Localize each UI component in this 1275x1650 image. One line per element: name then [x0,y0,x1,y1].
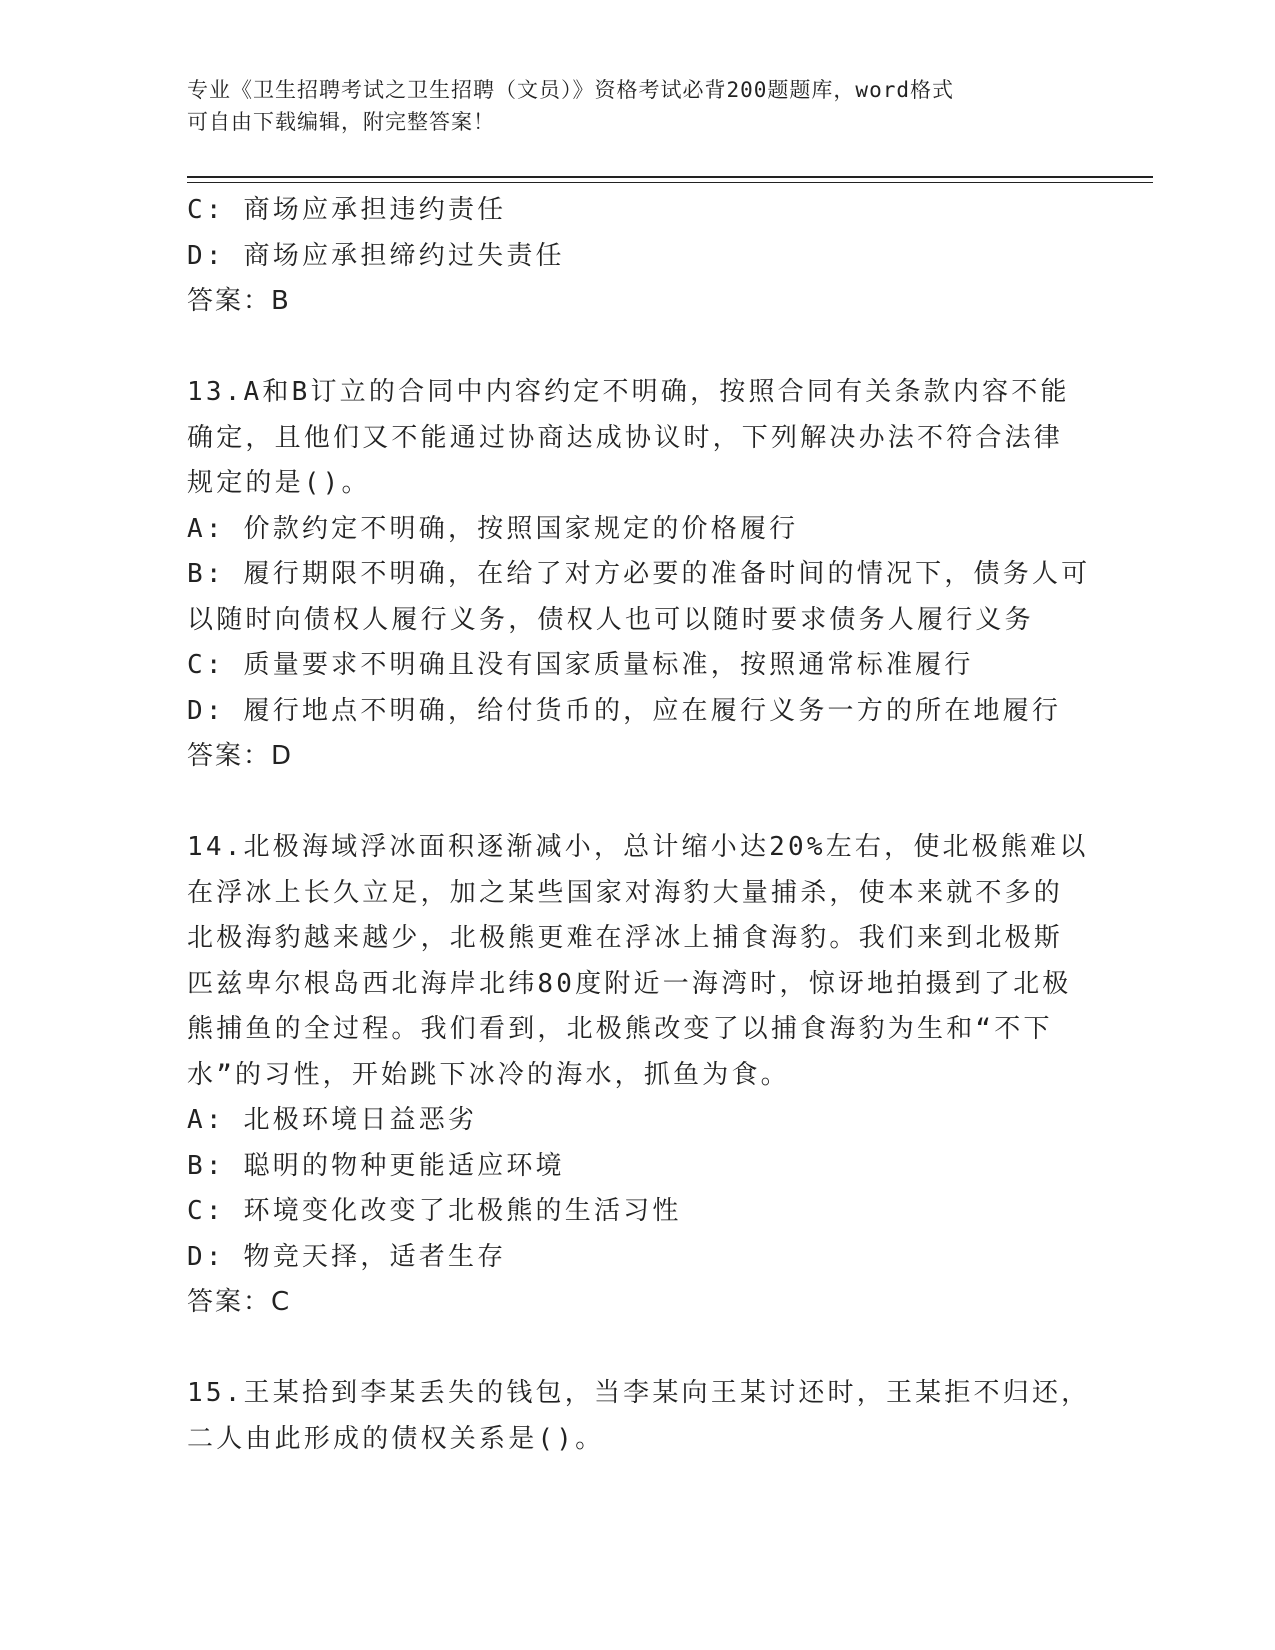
q14-stem-line: 匹兹卑尔根岛西北海岸北纬80度附近一海湾时，惊讶地拍摄到了北极 [187,968,1072,999]
q14-option-b: B: 聪明的物种更能适应环境 [187,1150,565,1181]
question-13 [187,370,1091,780]
q13-option-d: D: 履行地点不明确，给付货币的，应在履行义务一方的所在地履行 [187,695,1062,726]
q14-stem-line: 14.北极海域浮冰面积逐渐减小，总计缩小达20%左右，使北极熊难以 [187,832,1089,862]
q13-option-c: C: 质量要求不明确且没有国家质量标准，按照通常标准履行 [187,650,974,680]
spacer [187,325,1087,371]
spacer [187,1326,1087,1372]
q13-answer: 答案：D [187,741,294,771]
q13-stem-line: 规定的是()。 [187,468,371,498]
header-title-line-1: 专业《卫生招聘考试之卫生招聘（文员）》资格考试必背200题题库，word格式 [187,78,954,102]
q13-option-a: A: 价款约定不明确，按照国家规定的价格履行 [187,513,799,544]
q14-option-a: A: 北极环境日益恶劣 [187,1105,478,1135]
header-title-line-2: 可自由下载编辑，附完整答案！ [187,110,495,134]
q14-stem-line: 在浮冰上长久立足，加之某些国家对海豹大量捕杀，使本来就不多的 [187,877,1064,908]
q14-stem-line: 北极海豹越来越少，北极熊更难在浮冰上捕食海豹。我们来到北极斯 [187,923,1064,953]
spacer [187,780,1087,826]
question-14 [187,825,1087,1326]
q13-stem-line: 确定，且他们又不能通过协商达成协议时，下列解决办法不符合法律 [187,422,1064,453]
question-list [187,188,1091,1462]
q13-stem-line: 13.A和B订立的合同中内容约定不明确，按照合同有关条款内容不能 [187,377,1070,407]
q14-option-d: D: 物竞天择，适者生存 [187,1241,507,1272]
q12-option-c: C: 商场应承担违约责任 [187,195,507,225]
q14-option-c: C: 环境变化改变了北极熊的生活习性 [187,1196,682,1226]
q13-option-b-line: B: 履行期限不明确，在给了对方必要的准备时间的情况下，债务人可 [187,559,1091,589]
q14-stem-line: 水”的习性，开始跳下冰冷的海水，抓鱼为食。 [187,1059,790,1090]
q12-option-d: D: 商场应承担缔约过失责任 [187,240,565,271]
q12-answer: 答案：B [187,286,291,316]
q13-option-b-line: 以随时向债权人履行义务，债权人也可以随时要求债务人履行义务 [187,604,1034,635]
page-header [187,74,1087,138]
header-divider-thick [187,176,1153,178]
question-12-tail [187,188,1087,325]
q14-stem-line: 熊捕鱼的全过程。我们看到，北极熊改变了以捕食海豹为生和“不下 [187,1014,1053,1044]
q15-stem-line: 二人由此形成的债权关系是()。 [187,1423,605,1454]
q15-stem-line: 15.王某拾到李某丢失的钱包，当李某向王某讨还时，王某拒不归还， [187,1378,1091,1408]
header-divider-thin [187,182,1153,183]
q14-answer: 答案：C [187,1287,292,1317]
question-15 [187,1371,1091,1462]
